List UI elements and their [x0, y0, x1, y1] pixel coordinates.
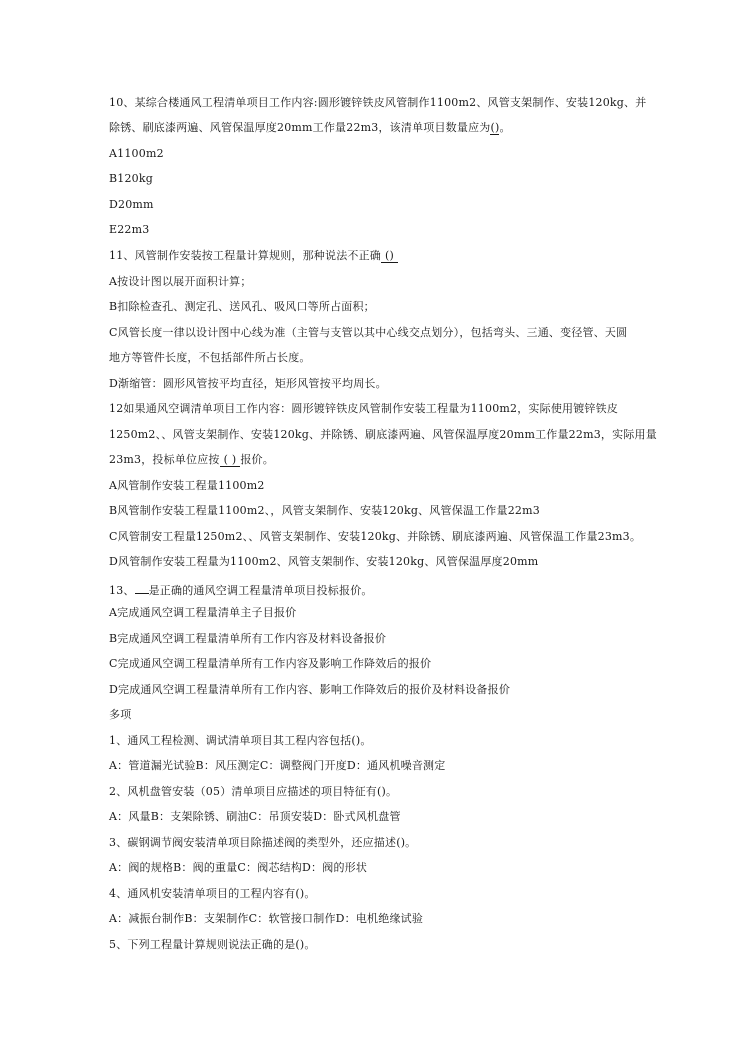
option-c-line-2: 地方等管件长度，不包括部件所占长度。: [109, 351, 311, 364]
multi-question-5: 5、下列工程量计算规则说法正确的是()。: [109, 938, 316, 951]
question-13-text: 是正确的通风空调工程量清单项目投标报价。: [148, 584, 373, 597]
multi-question-3-options: A：阀的规格B：阀的重量C：阀芯结构D：阀的形状: [109, 861, 368, 874]
question-12-line-3: [109, 453, 274, 467]
option-d: D风管制作安装工程量为1100m2、风管支架制作、安装120kg、风管保温厚度20mm: [109, 555, 539, 568]
multi-question-3: 3、碳钢调节阀安装清单项目除描述阀的类型外，还应描述()。: [109, 836, 417, 849]
question-10-text: 除锈、刷底漆两遍、风管保温厚度20mm工作量22m3，该清单项目数量应为: [109, 121, 491, 134]
question-12-line-2: 1250m2、、风管支架制作、安装120kg、并除锈、刷底漆两遍、风管保温厚度20mm工作量22m3，实际用量: [109, 428, 657, 441]
answer-blank: (): [381, 250, 398, 263]
question-10-line-1: 10、某综合楼通风工程清单项目工作内容:圆形镀锌铁皮风管制作1100m2、风管支架制作、安装120kg、并: [109, 96, 647, 109]
question-10-line-2: [109, 121, 511, 135]
question-11-text: 11、风管制作安装按工程量计算规则，那种说法不正确: [109, 249, 381, 262]
option-d: D20mm: [109, 198, 154, 211]
option-d: D完成通风空调工程量清单所有工作内容、影响工作降效后的报价及材料设备报价: [109, 683, 511, 696]
option-c-line-1: C风管长度一律以设计图中心线为准（主管与支管以其中心线交点划分），包括弯头、三通、变径管、天圆: [109, 326, 628, 339]
option-d: D渐缩管：圆形风管按平均直径，矩形风管按平均周长。: [109, 377, 387, 390]
option-b: B120kg: [109, 172, 153, 185]
option-a: A风管制作安装工程量1100m2: [109, 479, 265, 492]
option-b: B扣除检查孔、测定孔、送风孔、吸风口等所占面积；: [109, 300, 375, 313]
multi-question-2-options: A：风量B：支架除锈、刷油C：吊顶安装D：卧式风机盘管: [109, 810, 401, 823]
option-b: B完成通风空调工程量清单所有工作内容及材料设备报价: [109, 632, 387, 645]
option-a: A按设计图以展开面积计算；: [109, 275, 252, 288]
question-12-text: 23m3，投标单位应按: [109, 453, 220, 466]
question-13-number: 13、: [109, 584, 135, 597]
period: 。: [499, 121, 511, 134]
answer-blank: [135, 581, 149, 594]
question-11: [109, 249, 398, 263]
multi-question-1: 1、通风工程检测、调试清单项目其工程内容包括()。: [109, 734, 372, 747]
answer-blank: (): [490, 121, 500, 134]
question-13: [109, 581, 373, 598]
answer-blank: ( ): [220, 454, 241, 467]
option-c: C完成通风空调工程量清单所有工作内容及影响工作降效后的报价: [109, 657, 432, 670]
option-a: A完成通风空调工程量清单主子目报价: [109, 606, 297, 619]
multi-question-2: 2、风机盘管安装（05）清单项目应描述的项目特征有()。: [109, 785, 398, 798]
multi-question-4: 4、通风机安装清单项目的工程内容有()。: [109, 887, 316, 900]
option-b: B风管制作安装工程量1100m2、，风管支架制作、安装120kg、风管保温工作量22m3: [109, 504, 540, 517]
question-12-line-1: 12如果通风空调清单项目工作内容：圆形镀锌铁皮风管制作安装工程量为1100m2，实际使用镀锌铁皮: [109, 402, 619, 415]
option-c: C风管制安工程量1250m2、、风管支架制作、安装120kg、并除锈、刷底漆两遍、风管保温工作量23m3。: [109, 530, 642, 543]
multi-question-4-options: A：减振台制作B：支架制作C：软管接口制作D：电机绝缘试验: [109, 912, 424, 925]
multi-question-1-options: A：管道漏光试验B：风压测定C：调整阀门开度D：通风机噪音测定: [109, 759, 446, 772]
question-12-tail: 报价。: [240, 453, 274, 466]
option-e: E22m3: [109, 223, 150, 236]
option-a: A1100m2: [109, 147, 164, 160]
section-heading-multiple-choice: 多项: [109, 708, 132, 721]
